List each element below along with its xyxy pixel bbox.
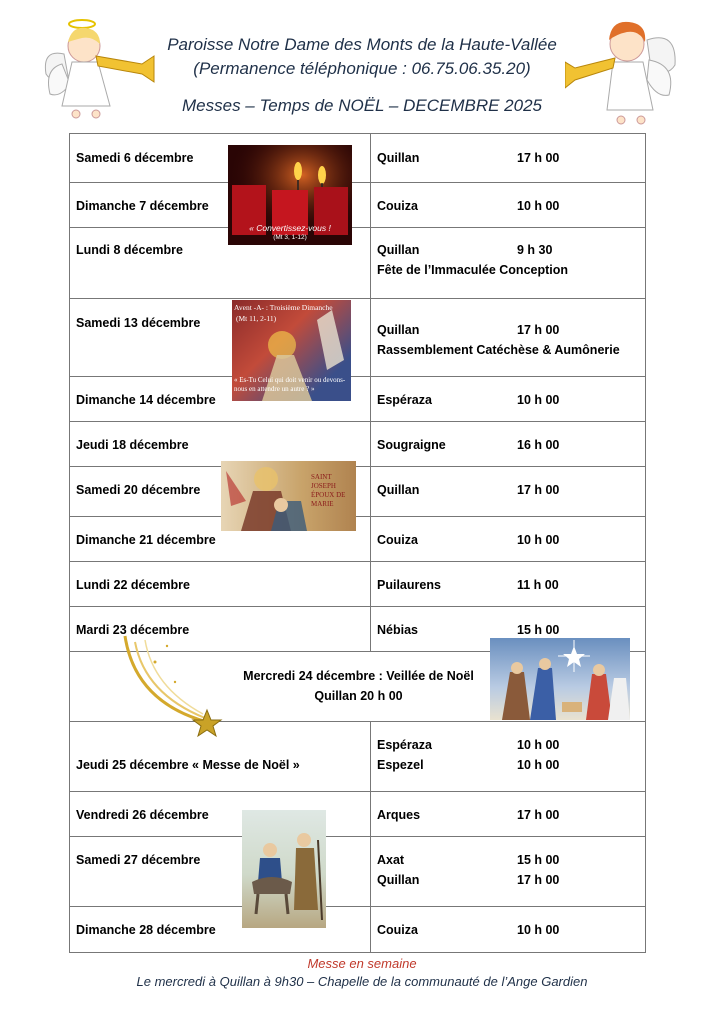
day-label: Lundi 22 décembre xyxy=(76,578,190,592)
shooting-star-icon xyxy=(115,632,227,738)
page-title: Messes – Temps de NOËL – DECEMBRE 2025 xyxy=(182,96,542,115)
time-label: 16 h 00 xyxy=(517,438,560,452)
time-label: 15 h 00 xyxy=(517,853,560,867)
candles-caption: « Convertissez-vous ! xyxy=(249,223,331,233)
table-row xyxy=(70,422,646,467)
time-label: 11 h 00 xyxy=(517,578,559,592)
table-row xyxy=(70,134,646,183)
place-label: Quillan xyxy=(377,873,420,887)
table-row xyxy=(70,907,646,953)
place-label: Couiza xyxy=(377,923,418,937)
christmas-eve-label: Mercredi 24 décembre : Veillée de Noël xyxy=(243,669,474,683)
phone-line: (Permanence téléphonique : 06.75.06.35.20) xyxy=(193,59,531,78)
time-label: 10 h 00 xyxy=(517,923,560,937)
place-label: Espéraza xyxy=(377,738,432,752)
day-label: Lundi 8 décembre xyxy=(76,243,183,257)
table-row xyxy=(70,228,646,299)
time-label: 10 h 00 xyxy=(517,393,560,407)
advent3-quote: « Es-Tu Celui qui doit venir ou devons-nous en attendre un autre ? » xyxy=(234,376,346,393)
day-label: Vendredi 26 décembre xyxy=(76,808,209,822)
weekday-mass-text: Le mercredi à Quillan à 9h30 – Chapelle de la communauté de l’Ange Gardien xyxy=(136,974,588,989)
weekday-mass-heading: Messe en semaine xyxy=(307,956,417,971)
time-label: 17 h 00 xyxy=(517,483,560,497)
day-label: Jeudi 25 décembre « Messe de Noël » xyxy=(76,758,300,772)
table-row xyxy=(70,467,646,517)
place-label: Quillan xyxy=(377,151,420,165)
table-row xyxy=(70,837,646,907)
time-label: 17 h 00 xyxy=(517,873,560,887)
day-label: Samedi 27 décembre xyxy=(76,853,201,867)
candles-ref: (Mt 3, 1-12) xyxy=(273,234,307,241)
saint-joseph-image xyxy=(221,461,356,531)
time-label: 17 h 00 xyxy=(517,151,560,165)
table-row xyxy=(70,299,646,377)
feast-note: Fête de l’Immaculée Conception xyxy=(377,263,569,277)
table-row xyxy=(70,792,646,837)
place-label: Espezel xyxy=(377,758,424,772)
day-label: Jeudi 18 décembre xyxy=(76,438,189,452)
time-label: 15 h 00 xyxy=(517,623,560,637)
flight-to-egypt-image xyxy=(242,810,326,928)
place-label: Quillan xyxy=(377,243,420,257)
joseph-label: SAINT JOSEPH ÉPOUX DE MARIE xyxy=(311,473,346,508)
advent3-title: Avent -A- : Troisième Dimanche xyxy=(234,303,333,312)
day-label: Dimanche 14 décembre xyxy=(76,393,216,407)
advent-candles-image xyxy=(228,145,352,245)
day-label: Mardi 23 décembre xyxy=(76,623,190,637)
advent3-ref: (Mt 11, 2-11) xyxy=(236,314,277,323)
place-label: Couiza xyxy=(377,533,418,547)
time-label: 10 h 00 xyxy=(517,758,560,772)
time-label: 10 h 00 xyxy=(517,533,560,547)
day-label: Dimanche 28 décembre xyxy=(76,923,216,937)
place-label: Arques xyxy=(377,808,421,822)
page-header xyxy=(0,0,724,130)
day-label: Samedi 6 décembre xyxy=(76,151,194,165)
place-label: Sougraigne xyxy=(377,438,446,452)
table-row xyxy=(70,183,646,228)
place-label: Quillan xyxy=(377,483,420,497)
table-row xyxy=(70,517,646,562)
time-label: 10 h 00 xyxy=(517,738,560,752)
time-label: 9 h 30 xyxy=(517,243,553,257)
christmas-eve-mass: Quillan 20 h 00 xyxy=(314,689,403,703)
parish-name: Paroisse Notre Dame des Monts de la Haute-Vallée xyxy=(167,35,557,54)
event-note: Rassemblement Catéchèse & Aumônerie xyxy=(377,343,620,357)
day-label: Samedi 13 décembre xyxy=(76,316,201,330)
table-row xyxy=(70,562,646,607)
day-label: Samedi 20 décembre xyxy=(76,483,201,497)
nativity-image xyxy=(490,638,630,720)
place-label: Quillan xyxy=(377,323,420,337)
place-label: Espéraza xyxy=(377,393,432,407)
day-label: Dimanche 7 décembre xyxy=(76,199,209,213)
place-label: Axat xyxy=(377,853,405,867)
place-label: Couiza xyxy=(377,199,418,213)
time-label: 17 h 00 xyxy=(517,323,560,337)
time-label: 17 h 00 xyxy=(517,808,560,822)
day-label: Dimanche 21 décembre xyxy=(76,533,216,547)
table-row xyxy=(70,377,646,422)
place-label: Puilaurens xyxy=(377,578,441,592)
time-label: 10 h 00 xyxy=(517,199,560,213)
place-label: Nébias xyxy=(377,623,418,637)
mass-schedule-table xyxy=(69,133,646,953)
advent-third-sunday-image xyxy=(232,300,351,401)
